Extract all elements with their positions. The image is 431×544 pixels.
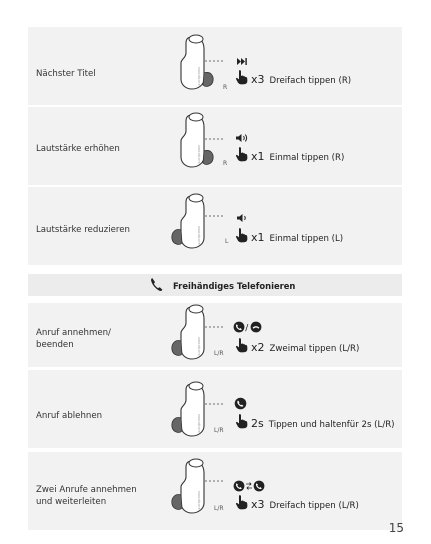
svg-text:soundcore: soundcore bbox=[197, 67, 201, 86]
function-label: Anruf annehmen/ beenden bbox=[36, 328, 111, 350]
tap-hand-icon bbox=[235, 337, 249, 353]
earbud-side: R bbox=[223, 160, 228, 167]
call-answer-end-icon bbox=[233, 321, 263, 333]
function-label: Lautstärke reduzieren bbox=[36, 225, 131, 235]
svg-text:soundcore: soundcore bbox=[197, 414, 201, 433]
gesture-text: Zweimal tippen (L/R) bbox=[269, 344, 360, 354]
volume-down-icon bbox=[236, 213, 248, 223]
volume-up-icon bbox=[235, 133, 249, 143]
earbud-side: R bbox=[223, 84, 228, 91]
call-switch-icon bbox=[233, 480, 265, 492]
earbud-both-icon bbox=[166, 457, 236, 517]
function-label: Anruf ablehnen bbox=[36, 411, 103, 421]
earbud-side: L/R bbox=[214, 350, 224, 357]
section-title: Freihändiges Telefonieren bbox=[173, 281, 296, 291]
earbud-both-icon bbox=[166, 380, 236, 440]
earbud-side: L/R bbox=[214, 427, 224, 434]
gesture-text: Einmal tippen (L) bbox=[269, 234, 344, 244]
gesture-instruction bbox=[251, 417, 395, 430]
tap-hand-icon bbox=[235, 69, 249, 85]
phone-icon bbox=[150, 277, 163, 292]
tap-count: x3 bbox=[251, 73, 265, 86]
svg-text:soundcore: soundcore bbox=[197, 145, 201, 164]
gesture-instruction bbox=[251, 231, 343, 244]
function-label: Lautstärke erhöhen bbox=[36, 144, 120, 154]
svg-text:/: / bbox=[245, 323, 249, 333]
svg-text:soundcore: soundcore bbox=[197, 491, 201, 510]
gesture-text: Dreifach tippen (R) bbox=[269, 76, 352, 86]
next-track-icon bbox=[236, 57, 248, 66]
tap-count: x1 bbox=[251, 150, 265, 163]
tap-count: x3 bbox=[251, 498, 265, 511]
gesture-instruction bbox=[251, 341, 359, 354]
tap-count: 2s bbox=[251, 417, 264, 430]
tap-count: x1 bbox=[251, 231, 265, 244]
gesture-text: Tippen und haltenfür 2s (L/R) bbox=[268, 420, 395, 430]
gesture-text: Dreifach tippen (L/R) bbox=[269, 501, 359, 511]
tap-hand-icon bbox=[235, 146, 249, 162]
call-reject-icon bbox=[234, 397, 247, 410]
earbud-side: L/R bbox=[214, 505, 224, 512]
tap-count: x2 bbox=[251, 341, 265, 354]
svg-text:soundcore: soundcore bbox=[197, 226, 201, 245]
svg-text:soundcore: soundcore bbox=[197, 337, 201, 356]
gesture-text: Einmal tippen (R) bbox=[269, 153, 345, 163]
function-label: Nächster Titel bbox=[36, 69, 96, 79]
earbud-side: L bbox=[225, 238, 229, 245]
tap-hand-icon bbox=[235, 413, 249, 429]
gesture-instruction bbox=[251, 498, 359, 511]
page-number: 15 bbox=[388, 521, 404, 535]
tap-hand-icon bbox=[235, 227, 249, 243]
gesture-instruction bbox=[251, 73, 351, 86]
earbud-both-icon bbox=[166, 303, 236, 363]
function-label: Zwei Anrufe annehmen und weiterleiten bbox=[36, 485, 137, 507]
gesture-instruction bbox=[251, 150, 344, 163]
tap-hand-icon bbox=[235, 494, 249, 510]
